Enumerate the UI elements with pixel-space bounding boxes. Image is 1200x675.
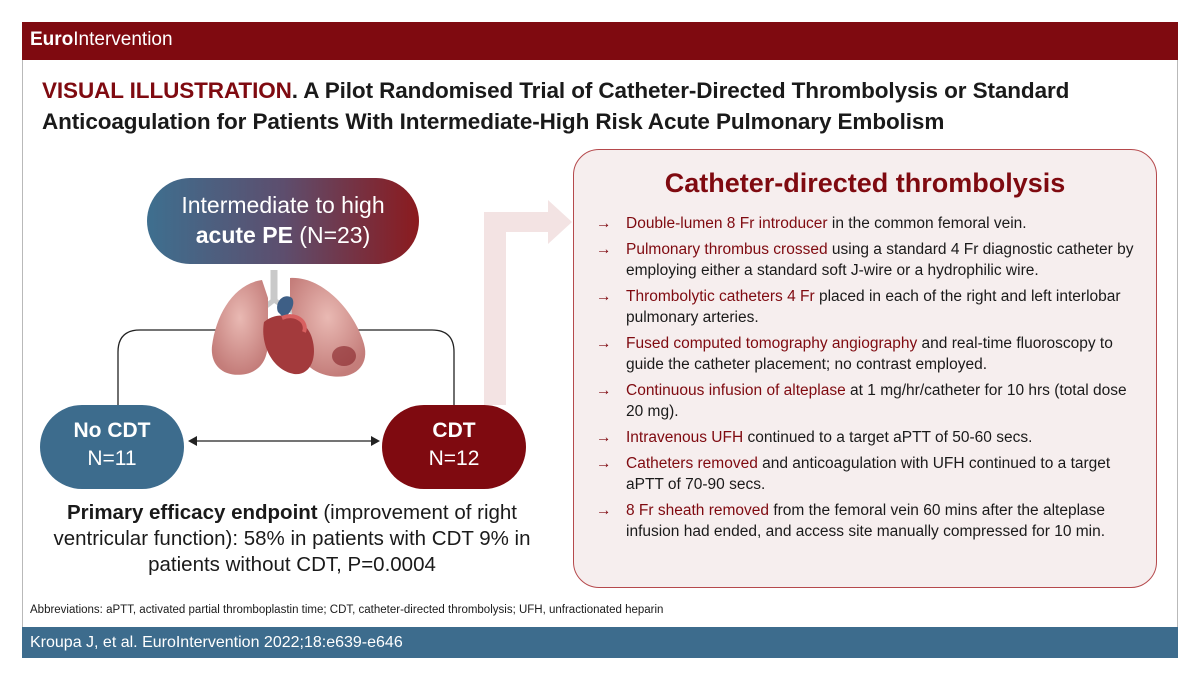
arrow-right-icon: → (596, 455, 612, 472)
arrow-right-icon: → (596, 502, 612, 519)
arrow-right-icon: → (596, 382, 612, 399)
no-cdt-arm-pill: No CDT N=11 (40, 405, 184, 489)
page-title: VISUAL ILLUSTRATION. A Pilot Randomised Trial of Catheter-Directed Thrombolysis or Standard Anticoagulation for Patients With Intermediate-High Risk Acute Pulmonary Embolism (42, 78, 1070, 134)
arrow-right-icon: → (596, 241, 612, 258)
abbreviations-note: Abbreviations: aPTT, activated partial thromboplastin time; CDT, catheter-directed thrombolysis; UFH, unfractionated heparin (30, 604, 664, 616)
list-item: → Fused computed tomography angiography and real-time fluoroscopy to guide the catheter placement; no contrast employed. (596, 335, 1113, 373)
list-item: → Intravenous UFH continued to a target aPTT of 50-60 secs. (596, 429, 1033, 446)
cdt-procedure-list (596, 213, 1146, 547)
list-item: → 8 Fr sheath removed from the femoral vein 60 mins after the alteplase infusion had ended, and access site manually compressed for 10 min. (596, 502, 1106, 540)
primary-endpoint-text: Primary efficacy endpoint (improvement of right ventricular function): 58% in patients with CDT 9% in patients without CDT, P=0.0004 (53, 501, 531, 576)
list-item: → Thrombolytic catheters 4 Fr placed in each of the right and left interlobar pulmonary arteries. (596, 288, 1121, 326)
list-item: → Pulmonary thrombus crossed using a standard 4 Fr diagnostic catheter by employing either a standard soft J-wire or a hydrophilic wire. (596, 241, 1134, 279)
list-item: → Catheters removed and anticoagulation with UFH continued to a target aPTT of 70-90 secs. (596, 455, 1111, 493)
panel-connector-arrow (484, 200, 572, 405)
population-pill: Intermediate to high acute PE (N=23) (147, 178, 419, 264)
journal-brand: EuroIntervention (30, 29, 173, 50)
arrow-right-icon: → (596, 288, 612, 305)
arrow-right-icon: → (596, 215, 612, 232)
arrow-right-icon: → (596, 335, 612, 352)
lungs-heart-illustration (204, 262, 376, 392)
citation-text: Kroupa J, et al. EuroIntervention 2022;18:e639-e646 (30, 634, 403, 651)
citation-footer-bar (22, 627, 1178, 658)
list-item: → Continuous infusion of alteplase at 1 mg/hr/catheter for 10 hrs (total dose 20 mg). (596, 382, 1127, 420)
cdt-arm-pill: CDT N=12 (382, 405, 526, 489)
arrow-right-icon: → (596, 429, 612, 446)
list-item: → Double-lumen 8 Fr introducer in the common femoral vein. (596, 215, 1027, 232)
cdt-panel-title: Catheter-directed thrombolysis (664, 168, 1066, 198)
